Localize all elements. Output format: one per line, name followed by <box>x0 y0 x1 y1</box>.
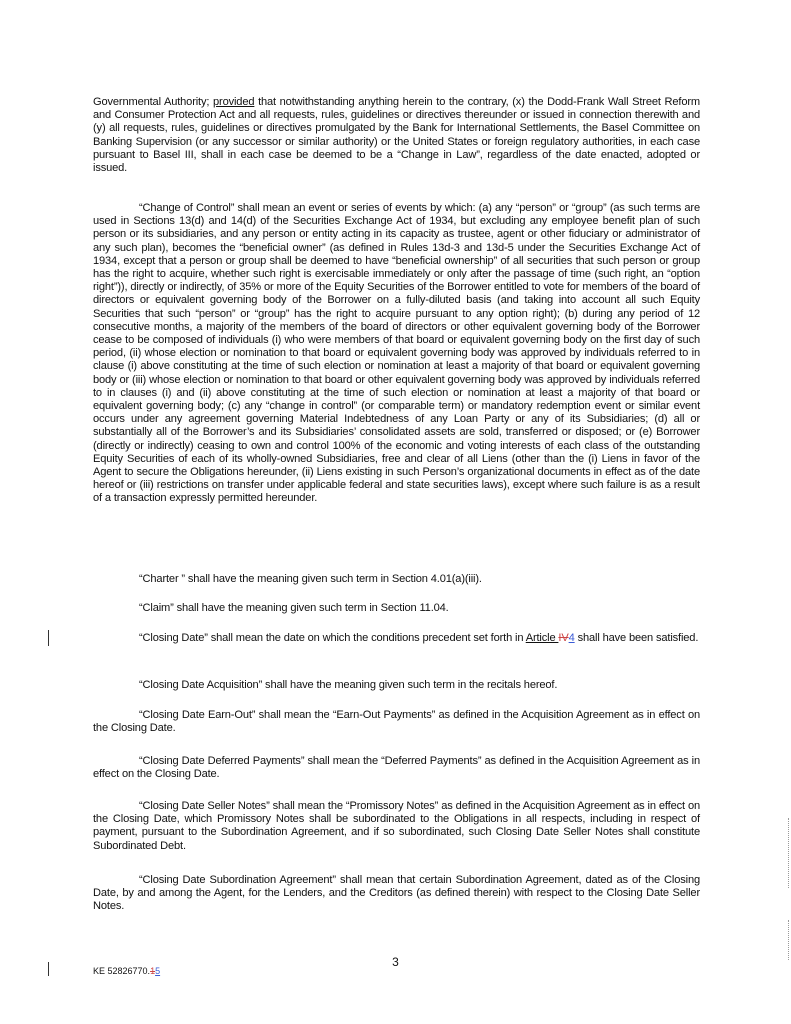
deleted-text: IV <box>558 632 569 644</box>
paragraph-closing-date-subordination-agreement: “Closing Date Subordination Agreement” shall mean that certain Subordination Agreement, dated as of the Closing Date, by and among the Agent, for the Lenders, and the Creditors (as defined therein) with respect to the Closing Date Seller Notes. <box>93 874 700 913</box>
paragraph-closing-date: “Closing Date” shall mean the date on which the conditions precedent set forth in Article IV4 shall have been satisfied. <box>139 632 699 644</box>
paragraph-closing-date-earn-out: “Closing Date Earn-Out” shall mean the “Earn-Out Payments” as defined in the Acquisition Agreement as in effect on the Closing Date. <box>93 709 700 735</box>
paragraph-change-in-law-continued: Governmental Authority; provided that notwithstanding anything herein to the contrary, (x) the Dodd-Frank Wall Street Reform and Consumer Protection Act and all requests, rules, guidelines or directives thereunder or issued in connection therewith and (y) all requests, rules, guidelines or directives promulgated by the Bank for International Settlements, the Basel Committee on Banking Supervision (or any successor or similar authority) or the United States or foreign regulatory authorities, in each case pursuant to Basel III, shall in each case be deemed to be a “Change in Law”, regardless of the date enacted, adopted or issued. <box>93 96 700 175</box>
inserted-text: 5 <box>155 966 161 976</box>
page-number: 3 <box>392 955 399 969</box>
article-reference: Article <box>525 632 559 644</box>
defined-term: “Change of Control <box>139 202 231 214</box>
paragraph-claim: “Claim” shall have the meaning given such term in Section 11.04. <box>139 602 449 614</box>
paragraph-charter: “Charter ” shall have the meaning given such term in Section 4.01(a)(iii). <box>139 573 482 585</box>
inserted-text: 4 <box>568 632 575 644</box>
paragraph-closing-date-deferred-payments: “Closing Date Deferred Payments” shall mean the “Deferred Payments” as defined in the Acquisition Agreement as in effect on the Closing Date. <box>93 755 700 781</box>
document-id: KE 52826770.15 <box>93 966 161 976</box>
paragraph-change-of-control: “Change of Control” shall mean an event or series of events by which: (a) any “person” or “group” (as such terms are used in Sections 13(d) and 14(d) of the Securities Exchange Act of 1934, but excluding any employee benefit plan of such person or its subsidiaries, and any person or entity acting in its capacity as trustee, agent or other fiduciary or administrator of any such plan), becomes the “beneficial owner” (as defined in Rules 13d-3 and 13d-5 under the Securities Exchange Act of 1934, except that a person or group shall be deemed to have “beneficial ownership” of all securities that such person or group has the right to acquire, whether such right is exercisable immediately or only after the passage of time (such right, an “option right”)), directly or indirectly, of 35% or more of the Equity Securities of the Borrower entitled to vote for members of the board of directors or equivalent governing body of the Borrower on a fully-diluted basis (and taking into account all such Equity Securities that such “person” or “group” has the right to acquire pursuant to any option right); (b) during any period of 12 consecutive months, a majority of the members of the board of directors or other equivalent governing body of the Borrower cease to be composed of individuals (i) who were members of that board or equivalent governing body on the first day of such period, (ii) whose election or nomination to that board or equivalent governing body was approved by individuals referred to in clause (i) above constituting at the time of such election or nomination at least a majority of that board or equivalent governing body or (iii) whose election or nomination to that board or other equivalent governing body was approved by individuals referred to in clauses (i) and (ii) above constituting at the time of such election or nomination at least a majority of that board or equivalent governing body; (c) any “change in control” (or comparable term) or mandatory redemption event or similar event occurs under any agreement governing Material Indebtedness of any Loan Party or any of its Subsidiaries; (d) all or substantially all of the Borrower’s and its Subsidiaries’ consolidated assets are sold, transferred or disposed; or (e) Borrower (directly or indirectly) ceasing to own and control 100% of the economic and voting interests of each class of the outstanding Equity Securities of each of its wholly-owned Subsidiaries, free and clear of all Liens (other than the (i) Liens in favor of the Agent to secure the Obligations hereunder, (ii) Liens existing in such Person’s organizational documents in effect as of the date hereof or (iii) restrictions on transfer under applicable federal and state securities laws), except where such failure is as a result of a transaction expressly permitted hereunder. <box>93 202 700 505</box>
paragraph-closing-date-seller-notes: “Closing Date Seller Notes” shall mean the “Promissory Notes” as defined in the Acquisition Agreement as in effect on the Closing Date, which Promissory Notes shall be subordinated to the Obligations in all respects, including in respect of payment, pursuant to the Subordination Agreement, and if so subordinated, such Closing Date Seller Notes shall constitute Subordinated Debt. <box>93 800 700 852</box>
scan-edge-mark <box>782 818 789 888</box>
paragraph-closing-date-acquisition: “Closing Date Acquisition” shall have the meaning given such term in the recitals hereof. <box>139 679 558 691</box>
provided-term: provided <box>213 96 255 108</box>
deleted-text: 1 <box>150 966 156 976</box>
scan-edge-mark <box>782 920 789 960</box>
change-bar <box>48 630 49 646</box>
change-bar-footer <box>48 962 49 976</box>
